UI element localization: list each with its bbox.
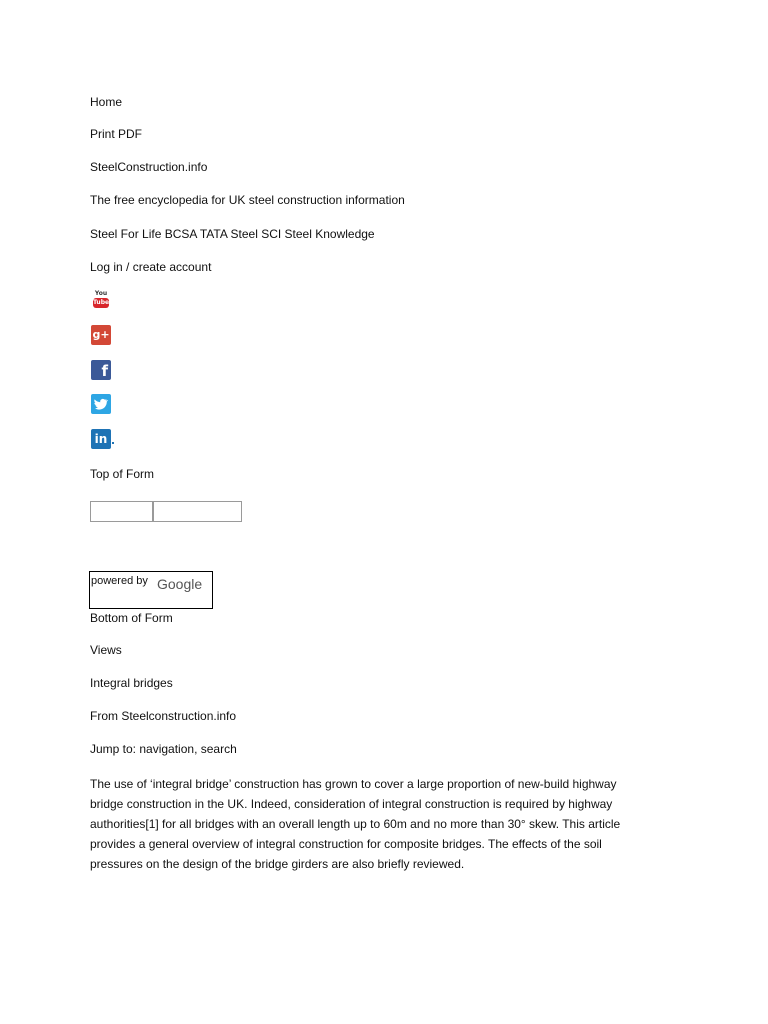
powered-by-label: powered by (91, 575, 148, 587)
from-site-label: From Steelconstruction.info (90, 709, 237, 723)
youtube-icon[interactable] (91, 290, 111, 310)
search-input[interactable] (90, 501, 153, 522)
twitter-icon[interactable] (91, 394, 111, 414)
google-logo: Google (157, 576, 203, 592)
article-title: Integral bridges (90, 676, 173, 690)
paragraph-line: pressures on the design of the bridge girders are also briefly reviewed. (90, 857, 465, 871)
search-button[interactable] (153, 501, 242, 522)
home-link[interactable]: Home (90, 95, 123, 109)
login-link[interactable]: Log in / create account (90, 260, 212, 274)
linkedin-dot (112, 442, 114, 444)
paragraph-line: The use of ‘integral bridge’ construction has grown to cover a large proportion of new-build highway (90, 777, 617, 791)
paragraph-line: authorities[1] for all bridges with an overall length up to 60m and no more than 30° skew. This article (90, 817, 621, 831)
article-intro-paragraph (90, 774, 670, 874)
jump-to-links[interactable]: Jump to: navigation, search (90, 742, 237, 756)
print-pdf-link[interactable]: Print PDF (90, 127, 143, 141)
paragraph-line: provides a general overview of integral construction for composite bridges. The effects of the soil (90, 837, 602, 851)
powered-by-google-box (89, 571, 213, 609)
linkedin-icon[interactable]: in (91, 429, 111, 449)
google-plus-icon[interactable]: g+ (91, 325, 111, 345)
facebook-icon[interactable]: f (91, 360, 111, 380)
site-tagline: The free encyclopedia for UK steel construction information (90, 193, 405, 207)
site-name[interactable]: SteelConstruction.info (90, 160, 208, 174)
twitter-bird-glyph (91, 394, 111, 414)
paragraph-line: bridge construction in the UK. Indeed, consideration of integral construction is required by highway (90, 797, 613, 811)
partner-links[interactable]: Steel For Life BCSA TATA Steel SCI Steel Knowledge (90, 227, 375, 241)
top-of-form-label: Top of Form (90, 467, 155, 481)
youtube-icon-bottom-text: Tube (93, 299, 110, 306)
youtube-icon-top-text: You (94, 290, 108, 297)
views-label: Views (90, 643, 122, 657)
bottom-of-form-label: Bottom of Form (90, 611, 173, 625)
